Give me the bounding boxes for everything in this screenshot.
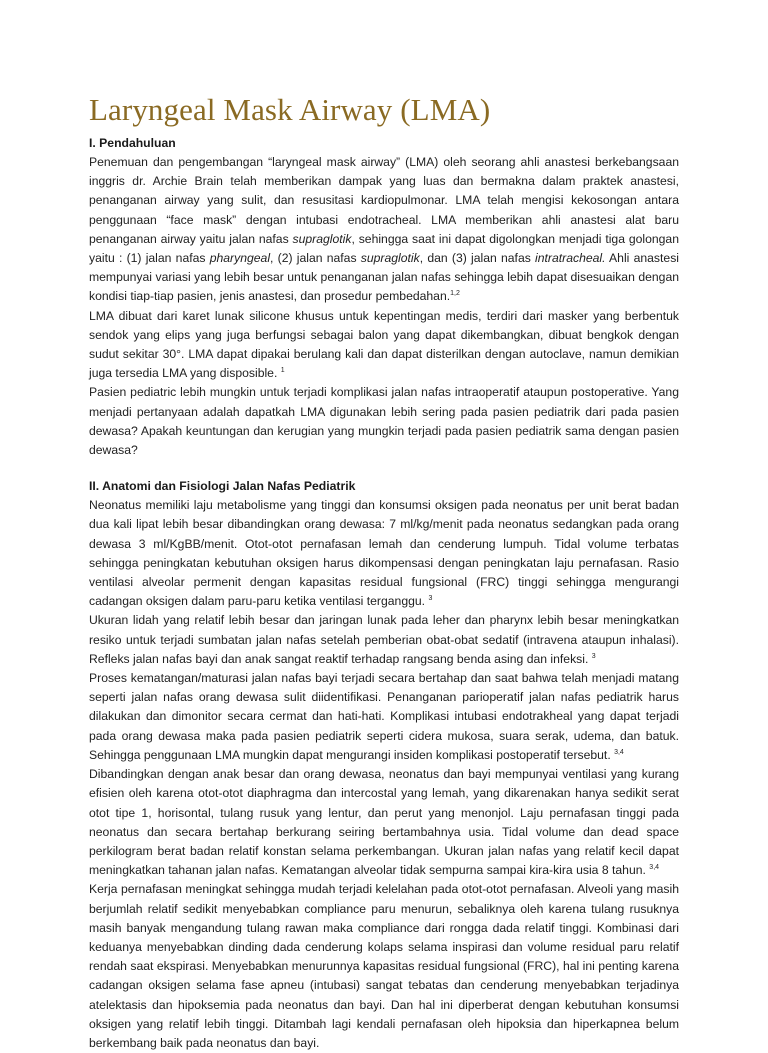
section-heading-anatomi: II. Anatomi dan Fisiologi Jalan Nafas Pediatrik: [89, 479, 356, 494]
reference-marker: 1,2: [450, 290, 460, 298]
paragraph: Penemuan dan pengembangan “laryngeal mask airway” (LMA) oleh seorang ahli anastesi berkebangsaan inggris dr. Archie Brain telah memberikan dampak yang luas dan bermakna dalam praktek anastesi, penanganan airway yang sulit, dan resusitasi kardiopulmonar. LMA telah mengisi kekosongan antara penggunaan “face mask” dengan intubasi endotracheal. LMA memberikan ahli anastesi alat baru penanganan airway yaitu jalan nafas supraglotik, sehingga saat ini dapat digolongkan menjadi tiga golongan yaitu : (1) jalan nafas pharyngeal, (2) jalan nafas supraglotik, dan (3) jalan nafas intratracheal. Ahli anastesi mempunyai variasi yang lebih besar untuk penanganan jalan nafas sehingga lebih dapat disesuaikan dengan kondisi tiap-tiap pasien, jenis anastesi, dan prosedur pembedahan.$^{1,2}$: [89, 155, 679, 304]
reference-marker: 3: [428, 595, 433, 603]
section-gap: [89, 460, 679, 477]
reference-marker: 1: [280, 367, 285, 375]
paragraph: Kerja pernafasan meningkat sehingga mudah terjadi kelelahan pada otot-otot pernafasan. Alveoli yang masih berjumlah relatif sedikit menyebabkan compliance paru menurun, sebaliknya oleh karena tulang rusuknya masih banyak mengandung tulang rawan maka compliance dari rongga dada relatif tinggi. Kombinasi dari keduanya menyebabkan dinding dada cenderung kolaps selama inspirasi dan volume residual paru relatif rendah saat ekspirasi. Menyebabkan menurunnya kapasitas residual fungsional (FRC), hal ini penting karena cadangan oksigen selama fase apneu (intubasi) sangat tebatas dan cenderung menyebabkan terjadinya atelektasis dan hipoksemia pada neonatus dan bayi. Dan hal ini diperberat dengan kebutuhan konsumsi oksigen yang relatif lebih tinggi. Ditambah lagi kendali pernafasan oleh hipoksia dan hiperkapnea belum berkembang baik pada neonatus dan bayi.: [89, 882, 679, 1050]
section-heading-pendahuluan: I. Pendahuluan: [89, 136, 176, 150]
paragraph: Neonatus memiliki laju metabolisme yang tinggi dan konsumsi oksigen pada neonatus per unit berat badan dua kali lipat lebih besar dibandingkan orang dewasa: 7 ml/kg/menit pada neonatus sedangkan pada orang dewasa 3 ml/KgBB/menit. Otot-otot pernafasan lemah dan cenderung lumpuh. Tidal volume terbatas sehingga peningkatan kebutuhan oksigen harus dikompensasi dengan peningkatan laju pernafasan. Rasio ventilasi alveolar permenit dengan kapasitas residual fungsional (FRC) tinggi sehingga mengurangi cadangan oksigen dalam paru-paru ketika ventilasi terganggu. $^3$: [89, 498, 679, 609]
paragraph: Pasien pediatric lebih mungkin untuk terjadi komplikasi jalan nafas intraoperatif ataupun postoperative. Yang menjadi pertanyaan adalah dapatkah LMA digunakan lebih sering pada pasien pediatrik dari pada pasien dewasa? Apakah keuntungan dan kerugian yang mungkin terjadi pada pasien pediatrik sama dengan pasien dewasa?: [89, 385, 679, 458]
paragraph: Ukuran lidah yang relatif lebih besar dan jaringan lunak pada leher dan pharynx lebih besar meningkatkan resiko untuk terjadi sumbatan jalan nafas setelah pemberian obat-obat sedatif (intravena ataupun inhalasi). Refleks jalan nafas bayi dan anak sangat reaktif terhadap rangsang benda asing dan infeksi. $^3$: [89, 613, 679, 666]
paragraph: Proses kematangan/maturasi jalan nafas bayi terjadi secara bertahap dan saat bahwa telah menjadi matang seperti jalan nafas orang dewasa sulit diidentifikasi. Penanganan parioperatif jalan nafas pediatrik harus dilakukan dan dimonitor secara cermat dan hati-hati. Komplikasi intubasi endotrakheal yang dapat terjadi pada orang dewasa maka pada pasien pediatrik seperti cidera mukosa, suara serak, udema, dan batuk. Sehingga penggunaan LMA mungkin dapat mengurangi insiden komplikasi postoperatif tersebut. $^{3,4}$: [89, 671, 679, 762]
reference-marker: 3,4: [649, 864, 660, 872]
reference-marker: 3: [591, 652, 596, 660]
paragraph: LMA dibuat dari karet lunak silicone khusus untuk kepentingan medis, terdiri dari masker yang berbentuk sendok yang elips yang juga berfungsi sebagai balon yang dapat dikembangkan, dibuat bengkok dengan sudut sekitar 30°. LMA dapat dipakai berulang kali dan dapat disterilkan dengan autoclave, namun demikian juga tersedia LMA yang disposible. $^1$: [89, 308, 679, 381]
document-title: Laryngeal Mask Airway (LMA): [89, 92, 491, 127]
paragraph: Dibandingkan dengan anak besar dan orang dewasa, neonatus dan bayi mempunyai ventilasi yang kurang efisien oleh karena otot-otot diaphragma dan intercostal yang lemah, yang dikarenakan hanya sedikit serat otot tipe 1, horisontal, tulang rusuk yang lentur, dan perut yang menonjol. Laju pernafasan tinggi pada neonatus dan secara bertahap berkurang seiring bertambahnya usia. Tidal volume dan dead space perkilogram berat badan relatif konstan selama perkembangan. Ukuran jalan nafas yang relatif kecil dapat meningkatkan tahanan jalan nafas. Kematangan alveolar tidak sempurna sampai kira-kira usia 8 tahun. $^{3,4}$: [89, 767, 679, 878]
reference-marker: 3,4: [614, 748, 624, 756]
